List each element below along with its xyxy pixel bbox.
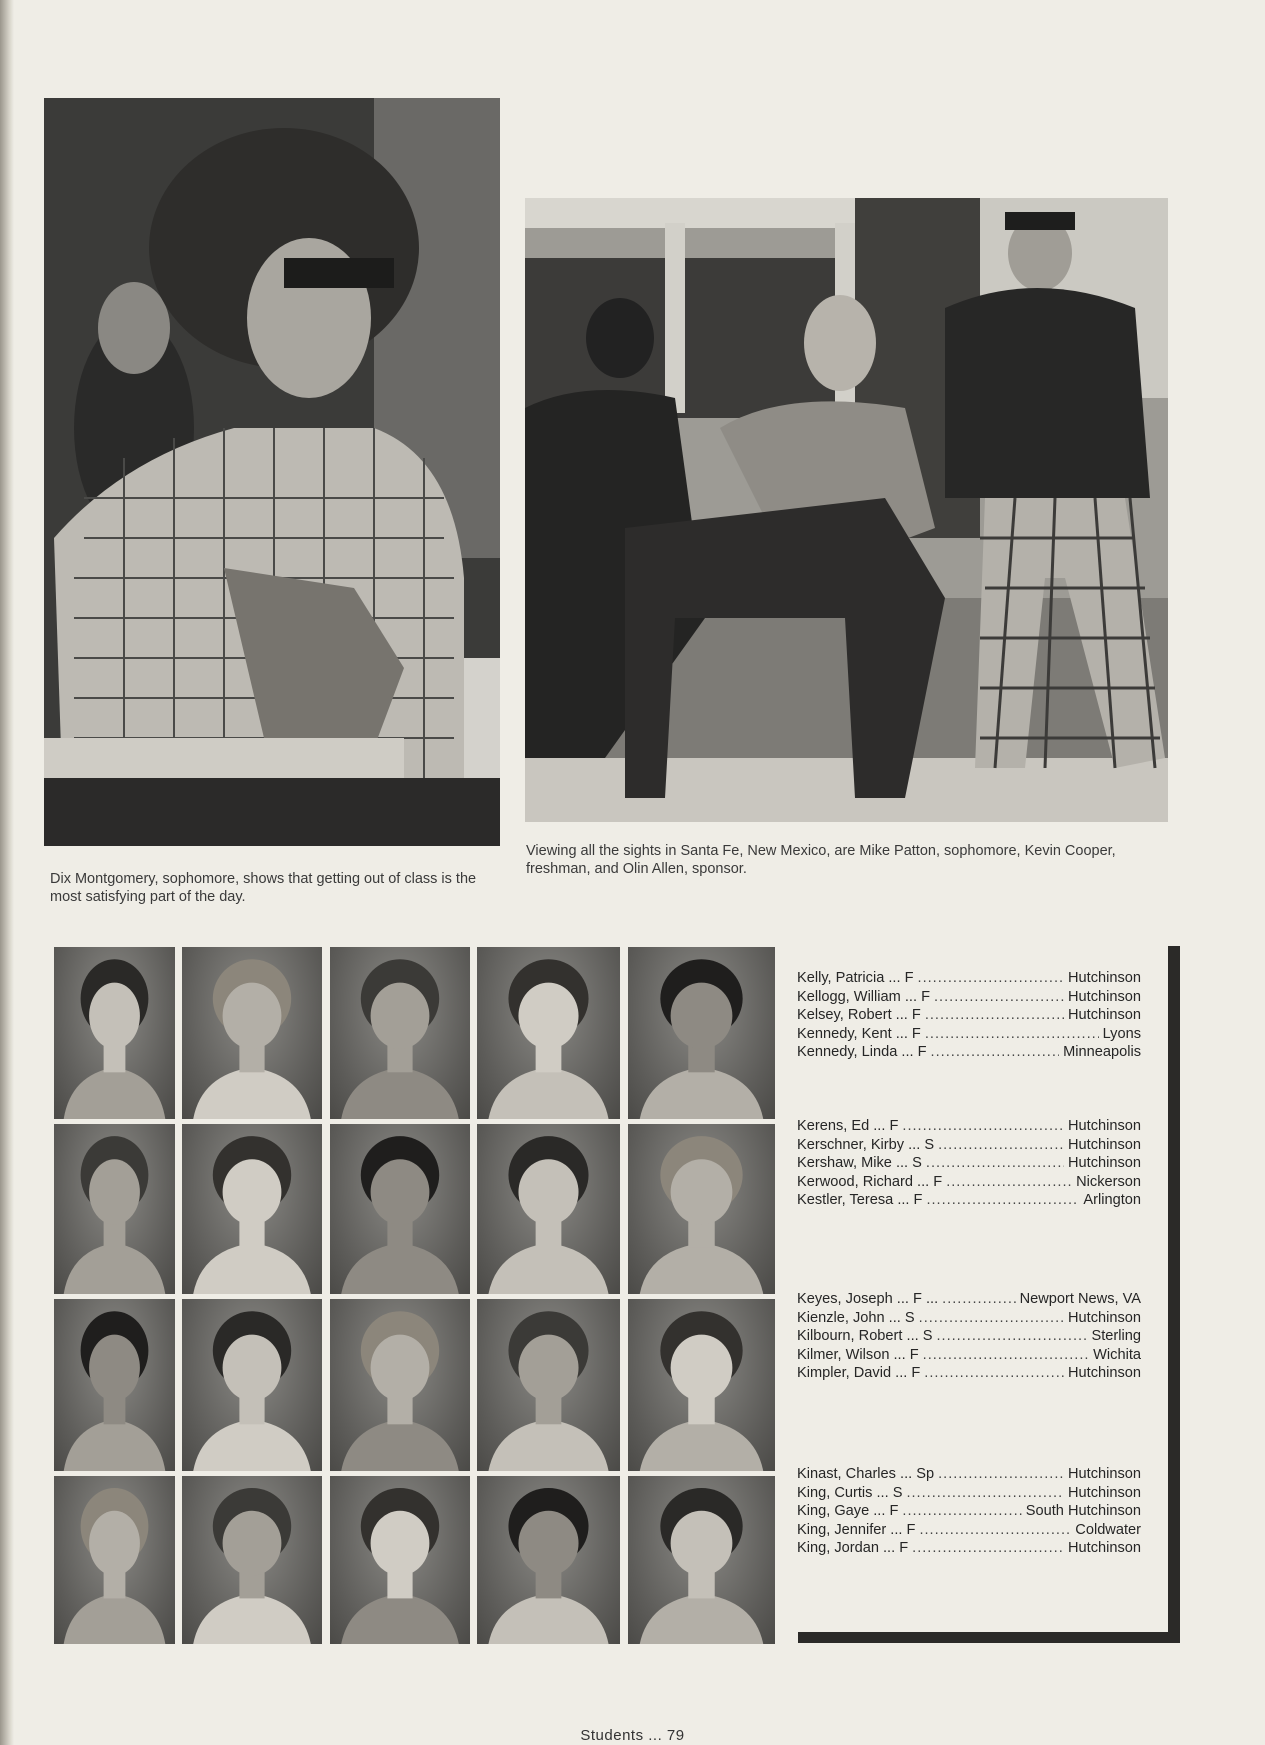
roster-frame-bottom-bar xyxy=(798,1632,1180,1643)
student-name: Kelsey, Robert ... F xyxy=(797,1007,921,1023)
leader-dots xyxy=(926,1191,1079,1210)
hometown: Hutchinson xyxy=(1067,988,1141,1005)
student-name: Kilmer, Wilson ... F xyxy=(797,1346,919,1363)
roster-group-4 xyxy=(797,1465,1141,1558)
roster-group-1 xyxy=(797,969,1141,1062)
student-name: Kellogg, William ... F xyxy=(797,988,930,1005)
leader-dots xyxy=(936,1327,1087,1346)
student-name: Kerens, Ed ... F xyxy=(797,1118,899,1134)
leader-dots xyxy=(906,1484,1064,1503)
leader-dots xyxy=(938,1465,1064,1484)
student-name: King, Gaye ... F xyxy=(797,1503,899,1519)
leader-dots xyxy=(938,1136,1064,1155)
roster-entry xyxy=(797,1502,1141,1521)
student-name: King, Jennifer ... F xyxy=(797,1521,916,1538)
photo-dix-montgomery xyxy=(44,98,500,846)
student-name: King, Jordan ... F xyxy=(797,1540,909,1556)
student-portrait xyxy=(628,1124,775,1294)
hometown: Coldwater xyxy=(1075,1521,1141,1538)
leader-dots xyxy=(931,1043,1060,1062)
roster-entry xyxy=(797,1043,1141,1062)
roster-entry xyxy=(797,1154,1141,1173)
hometown: Hutchinson xyxy=(1067,1484,1141,1501)
student-name: King, Curtis ... S xyxy=(797,1484,903,1501)
student-name: Kelly, Patricia ... F xyxy=(797,970,914,986)
hometown: South Hutchinson xyxy=(1025,1503,1141,1519)
hometown: Hutchinson xyxy=(1067,1136,1141,1153)
student-name: Kerschner, Kirby ... S xyxy=(797,1136,935,1153)
hometown: Hutchinson xyxy=(1067,970,1141,986)
leader-dots xyxy=(946,1173,1072,1192)
roster-entry xyxy=(797,1309,1141,1328)
student-portrait xyxy=(628,1299,775,1471)
roster-entry xyxy=(797,1364,1141,1383)
student-name: Kershaw, Mike ... S xyxy=(797,1155,922,1171)
hometown: Hutchinson xyxy=(1067,1466,1141,1482)
student-name: Kestler, Teresa ... F xyxy=(797,1192,923,1208)
hometown: Hutchinson xyxy=(1067,1309,1141,1326)
photo-left-caption: Dix Montgomery, sophomore, shows that getting out of class is the most satisfying part of the day. xyxy=(50,871,477,905)
roster-entry xyxy=(797,1346,1141,1365)
hometown: Hutchinson xyxy=(1067,1365,1141,1381)
hometown: Minneapolis xyxy=(1063,1044,1141,1060)
student-name: Keyes, Joseph ... F ... xyxy=(797,1291,939,1307)
roster-entry xyxy=(797,1136,1141,1155)
hometown: Hutchinson xyxy=(1067,1540,1141,1556)
roster-entry xyxy=(797,988,1141,1007)
student-portrait xyxy=(54,1476,175,1644)
roster-entry xyxy=(797,1290,1141,1309)
roster-entry xyxy=(797,1465,1141,1484)
student-name: Kerwood, Richard ... F xyxy=(797,1173,943,1190)
leader-dots xyxy=(925,1025,1099,1044)
student-portrait xyxy=(330,947,470,1119)
hometown: Sterling xyxy=(1091,1328,1141,1344)
roster-group-3 xyxy=(797,1290,1141,1383)
student-name: Kinast, Charles ... Sp xyxy=(797,1466,935,1482)
photo-right-caption: Viewing all the sights in Santa Fe, New Mexico, are Mike Patton, sophomore, Kevin Cooper, freshman, and Olin Allen, sponsor. xyxy=(526,843,1116,877)
student-portrait xyxy=(54,947,175,1119)
student-name: Kennedy, Linda ... F xyxy=(797,1044,927,1060)
hometown: Hutchinson xyxy=(1067,1007,1141,1023)
leader-dots xyxy=(902,1117,1064,1136)
leader-dots xyxy=(902,1502,1021,1521)
student-portrait xyxy=(54,1124,175,1294)
student-portrait xyxy=(628,947,775,1119)
student-portrait xyxy=(182,947,322,1119)
roster-entry xyxy=(797,1539,1141,1558)
student-name: Kennedy, Kent ... F xyxy=(797,1025,921,1042)
hometown: Nickerson xyxy=(1076,1173,1141,1190)
hometown: Arlington xyxy=(1083,1192,1141,1208)
hometown: Lyons xyxy=(1102,1025,1141,1042)
roster-entry xyxy=(797,1191,1141,1210)
leader-dots xyxy=(919,1521,1071,1540)
photo-santa-fe-group xyxy=(525,198,1168,822)
roster-entry xyxy=(797,1117,1141,1136)
roster-entry xyxy=(797,1327,1141,1346)
leader-dots xyxy=(926,1154,1064,1173)
roster-entry xyxy=(797,1006,1141,1025)
roster-entry xyxy=(797,1484,1141,1503)
roster-group-2 xyxy=(797,1117,1141,1210)
hometown: Hutchinson xyxy=(1067,1118,1141,1134)
student-name: Kilbourn, Robert ... S xyxy=(797,1328,933,1344)
student-portrait xyxy=(330,1299,470,1471)
leader-dots xyxy=(918,969,1064,988)
page-footer: Students ... 79 xyxy=(580,1727,685,1744)
leader-dots xyxy=(925,1006,1064,1025)
leader-dots xyxy=(919,1309,1064,1328)
leader-dots xyxy=(912,1539,1064,1558)
roster-entry xyxy=(797,1025,1141,1044)
student-portrait xyxy=(182,1476,322,1644)
hometown: Hutchinson xyxy=(1067,1155,1141,1171)
hometown: Newport News, VA xyxy=(1019,1291,1141,1307)
student-name: Kienzle, John ... S xyxy=(797,1309,915,1326)
student-portrait xyxy=(477,1476,620,1644)
leader-dots xyxy=(934,988,1064,1007)
leader-dots xyxy=(923,1346,1090,1365)
hometown: Wichita xyxy=(1093,1346,1141,1363)
student-portrait xyxy=(330,1476,470,1644)
roster-entry xyxy=(797,969,1141,988)
student-portrait xyxy=(477,1124,620,1294)
student-portrait xyxy=(628,1476,775,1644)
roster-entry xyxy=(797,1521,1141,1540)
student-portrait xyxy=(477,947,620,1119)
student-portrait xyxy=(54,1299,175,1471)
student-portrait xyxy=(477,1299,620,1471)
student-portrait xyxy=(182,1299,322,1471)
roster-entry xyxy=(797,1173,1141,1192)
leader-dots xyxy=(924,1364,1064,1383)
roster-frame-right-bar xyxy=(1168,946,1180,1642)
page-binding-shadow xyxy=(0,0,14,1745)
student-portrait xyxy=(182,1124,322,1294)
student-name: Kimpler, David ... F xyxy=(797,1365,921,1381)
student-portrait xyxy=(330,1124,470,1294)
leader-dots xyxy=(942,1290,1015,1309)
